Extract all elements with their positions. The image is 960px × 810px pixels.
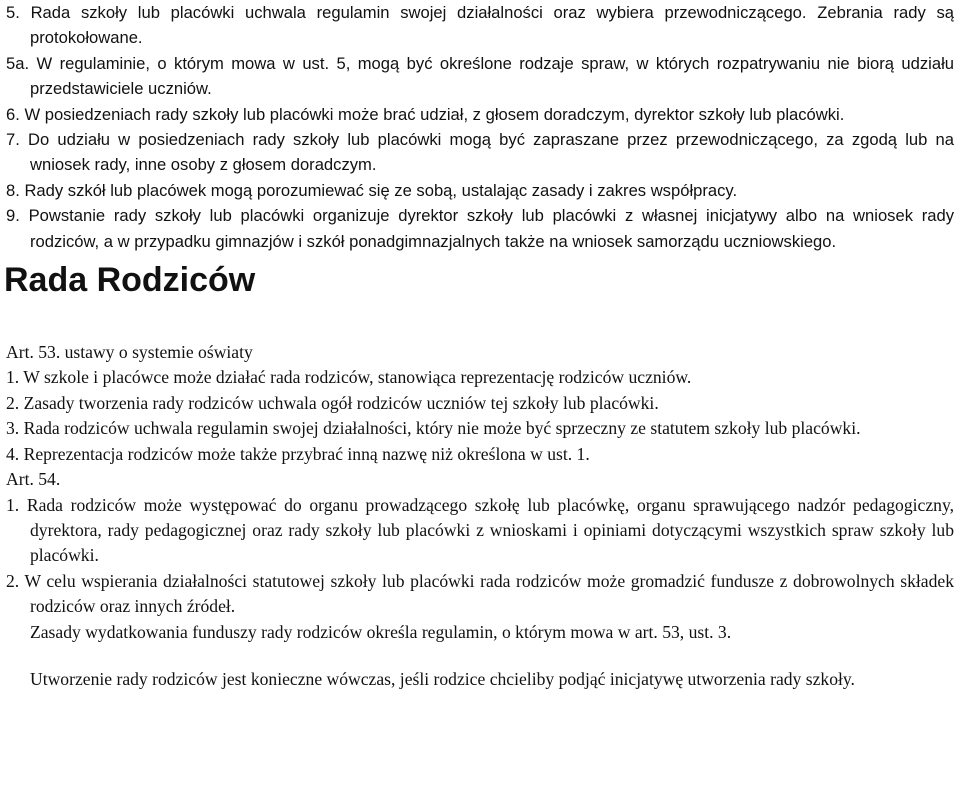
paragraph-7: 7. Do udziału w posiedzeniach rady szkoły lub placówki mogą być zapraszane przez przewodniczącego, za zgodą lub na wniosek rady, inne osoby z głosem doradczym.	[6, 130, 954, 175]
art-53-title: Art. 53. ustawy o systemie oświaty	[6, 342, 253, 363]
art-54-title: Art. 54.	[6, 469, 61, 490]
art-54-paragraph-1: 1. Rada rodziców może występować do organu prowadzącego szkołę lub placówkę, organu sprawującego nadzór pedagogiczny, dyrektora, rady pedagogicznej oraz rady szkoły lub placówki z wnioskami i opiniami dotyczącymi wszystkich spraw szkoły lub placówki.	[6, 494, 954, 566]
section-heading: Rada Rodziców	[4, 261, 256, 300]
closing-paragraph: Utworzenie rady rodziców jest konieczne wówczas, jeśli rodzice chcieliby podjąć inicjatywę utworzenia rady szkoły.	[30, 668, 855, 689]
paragraph-5: 5. Rada szkoły lub placówki uchwala regulamin swojej działalności oraz wybiera przewodniczącego. Zebrania rady są protokołowane.	[6, 3, 954, 48]
art-53-paragraph-3: 3. Rada rodziców uchwala regulamin swojej działalności, który nie może być sprzeczny ze statutem szkoły lub placówki.	[6, 418, 861, 439]
art-53-paragraph-1: 1. W szkole i placówce może działać rada rodziców, stanowiąca reprezentację rodziców uczniów.	[6, 367, 692, 388]
art-54-paragraph-2-continuation: Zasady wydatkowania funduszy rady rodziców określa regulamin, o którym mowa w art. 53, ust. 3.	[30, 621, 732, 642]
paragraph-6: 6. W posiedzeniach rady szkoły lub placówki może brać udział, z głosem doradczym, dyrektor szkoły lub placówki.	[6, 104, 845, 124]
art-53-paragraph-4: 4. Reprezentacja rodziców może także przybrać inną nazwę niż określona w ust. 1.	[6, 443, 590, 464]
paragraph-8: 8. Rady szkół lub placówek mogą porozumiewać się ze sobą, ustalając zasady i zakres współpracy.	[6, 180, 738, 200]
paragraph-5a: 5a. W regulaminie, o którym mowa w ust. 5, mogą być określone rodzaje spraw, w których rozpatrywaniu nie biorą udziału przedstawiciele uczniów.	[6, 53, 954, 99]
art-53-paragraph-2: 2. Zasady tworzenia rady rodziców uchwala ogół rodziców uczniów tej szkoły lub placówki.	[6, 392, 659, 413]
paragraph-9: 9. Powstanie rady szkoły lub placówki organizuje dyrektor szkoły lub placówki z własnej inicjatywy albo na wniosek rady rodziców, a w przypadku gimnazjów i szkół ponadgimnazjalnych także na wniosek samorządu uczniowskiego.	[6, 206, 954, 251]
art-54-paragraph-2: 2. W celu wspierania działalności statutowej szkoły lub placówki rada rodziców może gromadzić fundusze z dobrowolnych składek rodziców oraz innych źródeł.	[6, 570, 954, 617]
spacer	[0, 645, 960, 667]
